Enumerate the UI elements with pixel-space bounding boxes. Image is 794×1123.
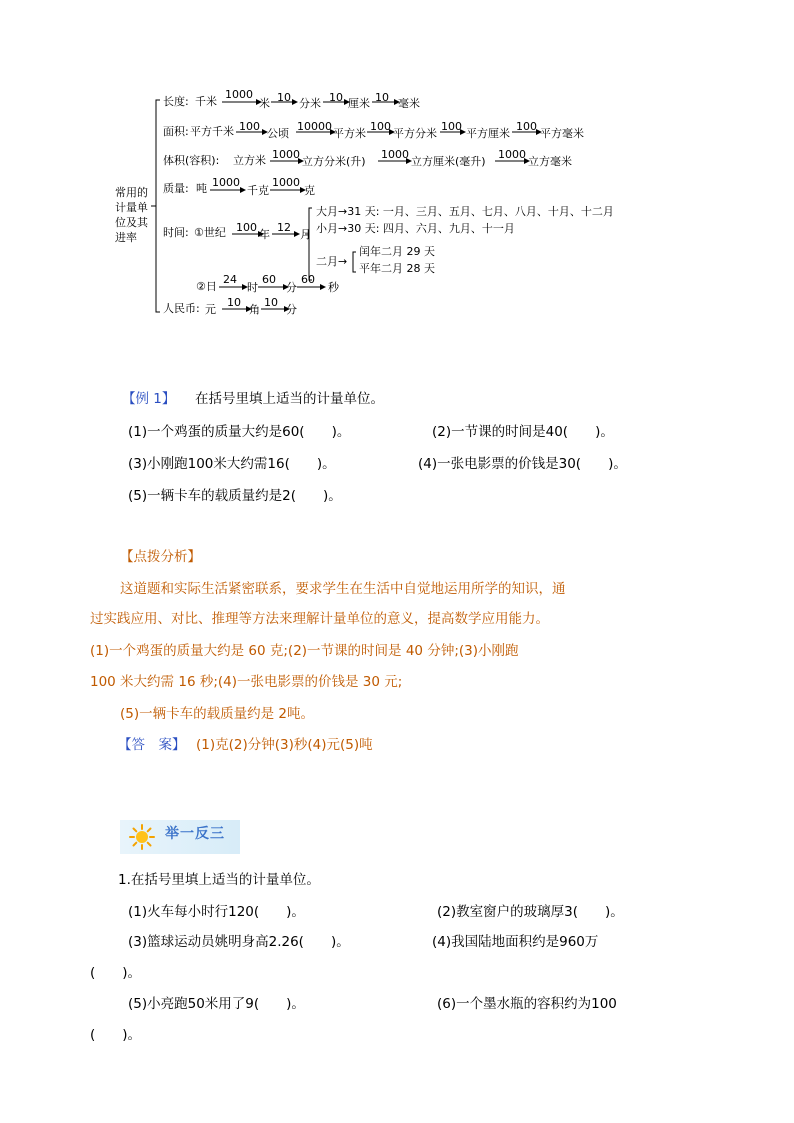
rate: 100 — [516, 120, 537, 133]
rate: 1000 — [498, 148, 526, 161]
diagram-lines — [0, 0, 794, 330]
practice-title: 1.在括号里填上适当的计量单位。 — [118, 872, 320, 888]
rate: 10 — [375, 91, 389, 104]
rate: 12 — [277, 221, 291, 234]
rate: 100 — [441, 120, 462, 133]
unit: 克 — [304, 184, 315, 197]
rate: 100 — [236, 221, 257, 234]
unit: ①世纪 — [194, 226, 226, 239]
practice-question-6-blank: ( )。 — [90, 1027, 142, 1043]
unit: 平方千米 — [190, 125, 234, 138]
unit-cm: 厘米 — [348, 97, 370, 110]
unit-m: 米 — [259, 97, 270, 110]
analysis-paragraph: (5)一辆卡车的载质量约是 2吨。 — [120, 706, 315, 722]
unit: ②日 — [196, 280, 217, 293]
unit: 时 — [247, 281, 258, 294]
common-year-text: 平年二月 28 天 — [359, 262, 435, 275]
rate: 60 — [301, 273, 315, 286]
rate: 10 — [264, 296, 278, 309]
unit: 年 — [259, 228, 270, 241]
unit: 吨 — [196, 182, 207, 195]
example-question-2: (2)一节课的时间是40( )。 — [432, 424, 614, 440]
time-label: 时间: — [163, 226, 189, 239]
unit: 元 — [205, 303, 216, 316]
rate: 100 — [370, 120, 391, 133]
unit: 平方分米 — [393, 127, 437, 140]
example-heading: 【例 1】 — [122, 391, 176, 407]
feb-text: 二月→ — [316, 255, 348, 268]
practice-question-1: (1)火车每小时行120( )。 — [128, 904, 305, 920]
unit: 立方厘米(毫升) — [411, 155, 486, 168]
unit: 分 — [286, 281, 297, 294]
rate: 1000 — [272, 176, 300, 189]
leap-year-text: 闰年二月 29 天 — [359, 245, 435, 258]
rate: 10 — [329, 91, 343, 104]
practice-question-4-blank: ( )。 — [90, 965, 142, 981]
analysis-heading: 【点拨分析】 — [120, 549, 201, 565]
practice-question-3: (3)篮球运动员姚明身高2.26( )。 — [128, 934, 350, 950]
rate: 100 — [239, 120, 260, 133]
practice-banner-label: 举一反三 — [165, 826, 225, 842]
practice-question-6: (6)一个墨水瓶的容积约为100 — [437, 996, 617, 1012]
answer-heading: 【答 案】 — [118, 737, 186, 753]
rate: 1000 — [272, 148, 300, 161]
unit: 立方米 — [233, 154, 266, 167]
rate: 1000 — [212, 176, 240, 189]
unit: 立方毫米 — [528, 155, 572, 168]
rate: 1000 — [225, 88, 253, 101]
example-question-1: (1)一个鸡蛋的质量大约是60( )。 — [128, 424, 351, 440]
unit: 平方厘米 — [466, 127, 510, 140]
practice-question-2: (2)教室窗户的玻璃厚3( )。 — [437, 904, 624, 920]
unit: 角 — [249, 303, 260, 316]
small-month-text: 小月→30 天: 四月、六月、九月、十一月 — [316, 222, 515, 235]
money-label: 人民币: — [163, 302, 200, 315]
rate: 24 — [223, 273, 237, 286]
unit: 月 — [300, 228, 311, 241]
rate: 10000 — [297, 120, 332, 133]
unit-mm: 毫米 — [398, 97, 420, 110]
sun-icon — [128, 823, 156, 851]
unit: 平方毫米 — [540, 127, 584, 140]
answer-text: (1)克(2)分钟(3)秒(4)元(5)吨 — [196, 737, 373, 753]
practice-question-5: (5)小亮跑50米用了9( )。 — [128, 996, 305, 1012]
mass-label: 质量: — [163, 182, 189, 195]
example-question-3: (3)小刚跑100米大约需16( )。 — [128, 456, 336, 472]
analysis-paragraph: (1)一个鸡蛋的质量大约是 60 克;(2)一节课的时间是 40 分钟;(3)小刚跑 — [90, 643, 519, 659]
rate: 10 — [227, 296, 241, 309]
unit: 分 — [286, 303, 297, 316]
rate: 1000 — [381, 148, 409, 161]
volume-label: 体积(容积): — [163, 154, 220, 167]
example-question-5: (5)一辆卡车的载质量约是2( )。 — [128, 488, 342, 504]
length-label: 长度: — [163, 95, 189, 108]
diagram-side-label: 常用的 计量单 位及其 进率 — [115, 186, 148, 244]
unit-dm: 分米 — [299, 97, 321, 110]
analysis-paragraph: 100 米大约需 16 秒;(4)一张电影票的价钱是 30 元; — [90, 674, 403, 690]
rate: 60 — [262, 273, 276, 286]
unit: 千克 — [247, 184, 269, 197]
unit-km: 千米 — [195, 95, 217, 108]
rate: 10 — [277, 91, 291, 104]
example-question-4: (4)一张电影票的价钱是30( )。 — [418, 456, 627, 472]
unit: 公顷 — [267, 127, 289, 140]
example-title: 在括号里填上适当的计量单位。 — [195, 391, 384, 407]
unit: 平方米 — [333, 127, 366, 140]
unit: 秒 — [328, 281, 339, 294]
analysis-paragraph: 过实践应用、对比、推理等方法来理解计量单位的意义，提高数学应用能力。 — [90, 611, 549, 627]
big-month-text: 大月→31 天: 一月、三月、五月、七月、八月、十月、十二月 — [316, 205, 614, 218]
analysis-paragraph: 这道题和实际生活紧密联系，要求学生在生活中自觉地运用所学的知识，通 — [120, 581, 566, 597]
practice-question-4: (4)我国陆地面积约是960万 — [432, 934, 599, 950]
area-label: 面积: — [163, 125, 189, 138]
unit: 立方分米(升) — [302, 155, 366, 168]
